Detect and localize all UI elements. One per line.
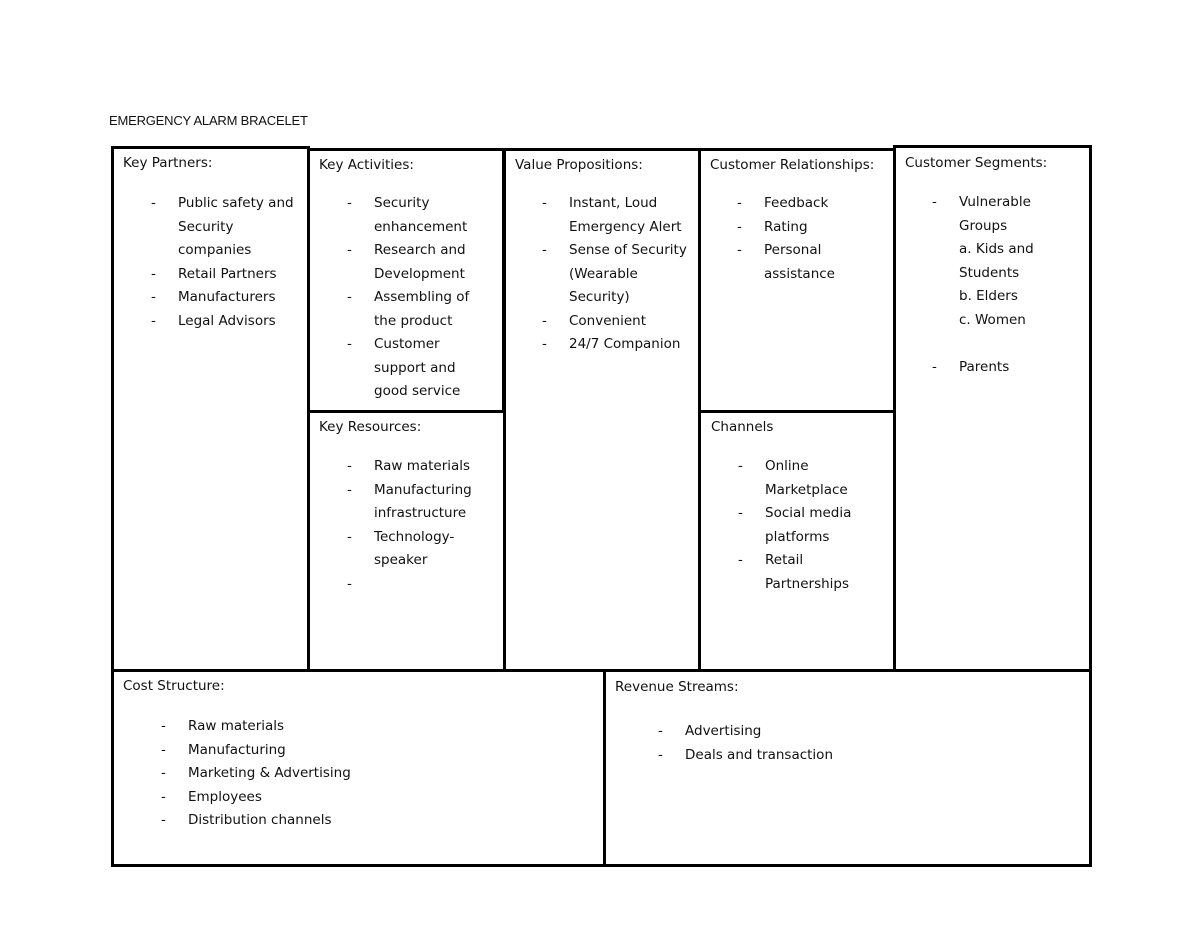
list-item-label: Online Marketplace — [765, 458, 848, 498]
bullet-dash: - — [737, 218, 742, 235]
list-item-label: Sense of Security (Wearable Security) — [569, 242, 687, 305]
sub-item: b. Elders — [959, 288, 1018, 304]
bullet-dash: - — [161, 788, 166, 805]
cost-structure-list — [161, 715, 461, 833]
bullet-dash: - — [161, 741, 166, 758]
list-item-label: Assembling of the product — [374, 289, 470, 329]
list-item — [161, 739, 461, 763]
list-item — [737, 239, 877, 286]
bullet-dash: - — [737, 195, 742, 211]
key-resources-title: Key Resources: — [319, 419, 422, 435]
bullet-dash: - — [347, 336, 352, 352]
list-item — [658, 744, 958, 768]
list-item-label: Rating — [764, 218, 808, 235]
bullet-dash: - — [658, 723, 663, 739]
list-item-label: Raw materials — [374, 458, 471, 474]
bullet-dash: - — [161, 765, 166, 781]
list-item — [542, 192, 690, 239]
bullet-dash: - — [347, 289, 352, 305]
bullet-dash: - — [151, 289, 156, 305]
list-spacer — [932, 332, 1052, 356]
document-title: EMERGENCY ALARM BRACELET — [109, 113, 308, 128]
bullet-dash: - — [542, 242, 547, 258]
bullet-dash: - — [151, 195, 156, 211]
list-item — [151, 192, 301, 263]
bullet-dash: - — [932, 358, 937, 375]
list-item-label: Employees — [188, 788, 262, 805]
list-item-label: Legal Advisors — [178, 312, 276, 329]
key-resources-list — [347, 455, 492, 592]
list-item — [932, 356, 1052, 380]
list-item-label: Security enhancement — [374, 195, 468, 235]
list-item — [542, 333, 690, 357]
list-item — [347, 286, 477, 333]
customer-relationships-title: Customer Relationships: — [710, 157, 875, 173]
bullet-dash: - — [542, 195, 547, 211]
list-item — [932, 191, 1052, 332]
list-item — [347, 455, 492, 479]
list-item-label: Social media platforms — [765, 505, 852, 545]
list-item-label: Convenient — [569, 312, 646, 329]
list-item-label: Manufacturing infrastructure — [374, 481, 472, 521]
bullet-dash: - — [347, 528, 352, 545]
list-item-label: Vulnerable Groups — [959, 194, 1031, 234]
list-item — [542, 310, 690, 334]
value-propositions-list — [542, 192, 690, 357]
bullet-dash: - — [347, 481, 352, 498]
revenue-streams-list — [658, 720, 958, 767]
list-item — [161, 786, 461, 810]
channels-list — [738, 455, 863, 596]
list-item-label: Retail Partners — [178, 265, 277, 282]
bullet-dash: - — [932, 194, 937, 210]
sub-item: c. Women — [959, 311, 1026, 328]
customer-relationships-list — [737, 192, 877, 286]
cost-structure-title: Cost Structure: — [123, 678, 225, 694]
revenue-streams-box — [603, 669, 1092, 867]
list-item-label: Personal assistance — [764, 242, 835, 282]
list-item-label: Manufacturers — [178, 289, 276, 305]
bullet-dash: - — [542, 312, 547, 329]
list-item-label: Raw materials — [188, 718, 285, 734]
list-item — [658, 720, 958, 744]
bullet-dash: - — [161, 718, 166, 734]
bullet-dash: - — [738, 552, 743, 568]
bullet-dash: - — [737, 242, 742, 258]
list-item — [347, 192, 477, 239]
list-item — [738, 549, 863, 596]
list-item — [161, 762, 461, 786]
list-item-label: 24/7 Companion — [569, 336, 681, 352]
customer-segments-title: Customer Segments: — [905, 155, 1048, 171]
bullet-dash: - — [347, 458, 352, 474]
list-item-label: Customer support and good service — [374, 336, 461, 399]
list-item — [347, 239, 477, 286]
bullet-dash: - — [347, 575, 352, 592]
list-item-label: Parents — [959, 358, 1010, 375]
value-propositions-title: Value Propositions: — [515, 157, 643, 173]
bullet-dash: - — [542, 336, 547, 352]
key-activities-title: Key Activities: — [319, 157, 414, 173]
list-item — [151, 286, 301, 310]
list-item-label: Distribution channels — [188, 812, 332, 828]
bullet-dash: - — [151, 265, 156, 282]
list-item-label: Marketing & Advertising — [188, 765, 351, 781]
list-item-label: Deals and transaction — [685, 746, 833, 763]
list-item — [151, 310, 301, 334]
key-activities-list — [347, 192, 477, 404]
key-partners-list — [151, 192, 301, 333]
list-item-label: Technology-speaker — [374, 528, 455, 568]
list-item-label: Manufacturing — [188, 741, 286, 758]
bullet-dash: - — [347, 242, 352, 258]
list-item-label: Instant, Loud Emergency Alert — [569, 195, 682, 235]
list-item — [737, 192, 877, 216]
customer-segments-list — [932, 191, 1052, 379]
sub-item: a. Kids and Students — [959, 241, 1034, 281]
list-item-label: Feedback — [764, 195, 829, 211]
bullet-dash: - — [161, 812, 166, 828]
list-item — [161, 809, 461, 833]
revenue-streams-title: Revenue Streams: — [615, 679, 739, 695]
list-item — [347, 526, 492, 573]
bullet-dash: - — [658, 746, 663, 763]
bullet-dash: - — [347, 195, 352, 211]
list-item — [347, 333, 477, 404]
list-item — [161, 715, 461, 739]
bullet-dash: - — [151, 312, 156, 329]
channels-title: Channels — [711, 419, 774, 435]
list-item — [347, 479, 492, 526]
list-item — [738, 502, 863, 549]
key-partners-title: Key Partners: — [123, 155, 213, 171]
list-item — [151, 263, 301, 287]
list-item — [542, 239, 690, 310]
list-item — [737, 216, 877, 240]
bullet-dash: - — [738, 458, 743, 474]
list-item-label: Retail Partnerships — [765, 552, 850, 592]
bullet-dash: - — [738, 505, 743, 521]
list-item-label: Public safety and Security companies — [178, 195, 294, 258]
list-item-label: Research and Development — [374, 242, 466, 282]
list-item — [738, 455, 863, 502]
list-item-label: Advertising — [685, 723, 762, 739]
